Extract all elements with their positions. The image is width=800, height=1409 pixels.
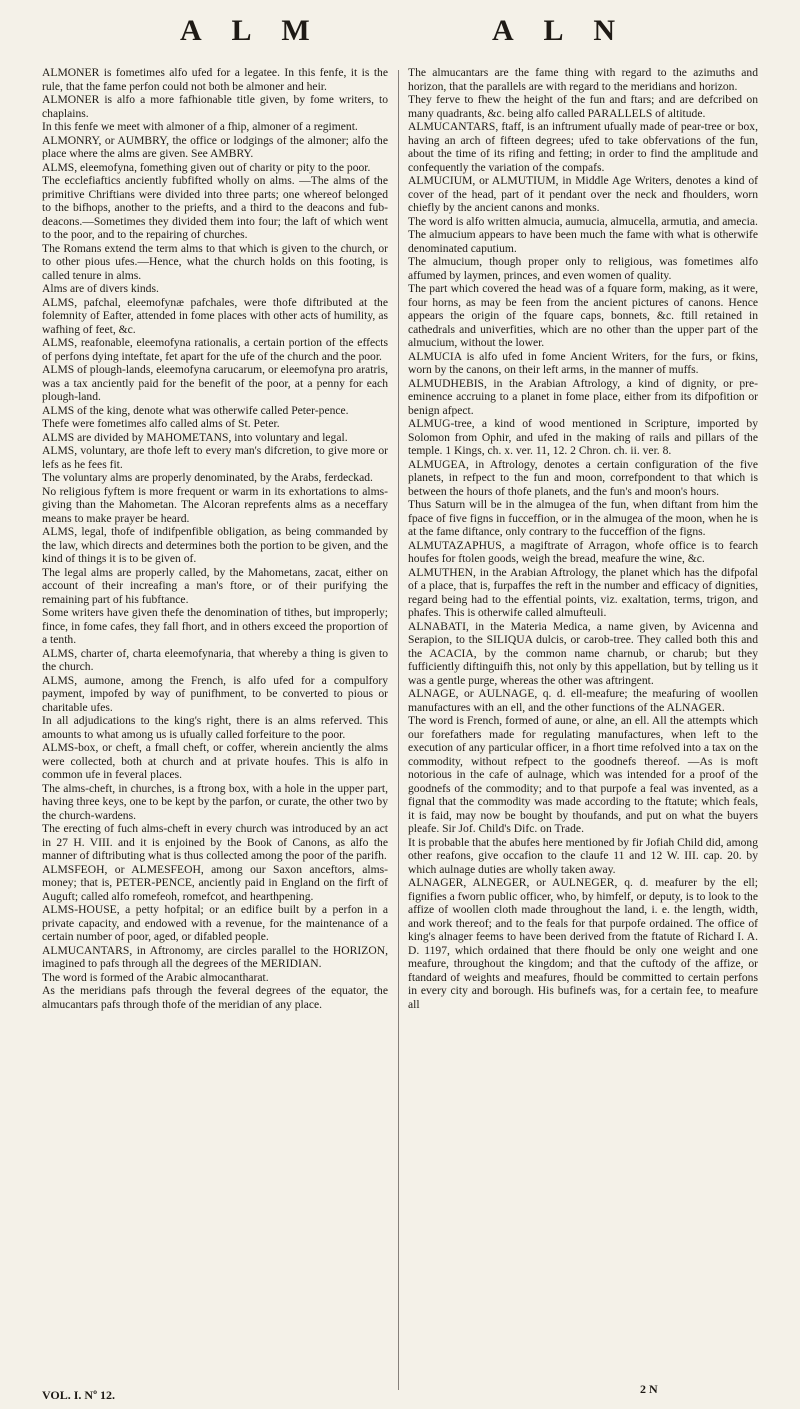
entry: ALMUTHEN, in the Arabian Aftrology, the planet which has the difpofal of a place, that is, furpaffes the reft in the number and efficacy of dignities, regard being had to the effential points, viz. exaltation, terms, trigon, and phafes. This is otherwife called almufteuli. xyxy=(408,565,758,619)
entry: The legal alms are properly called, by the Mahometans, zacat, either on account of their increafing a man's ftore, or of their purifying the remaining part of his fubftance. xyxy=(42,565,388,606)
entry: ALMS, aumone, among the French, is alfo ufed for a compulfory payment, impofed by way of punifhment, to be converted to pious or charitable ufes. xyxy=(42,673,388,714)
entry: ALMS-HOUSE, a petty hofpital; or an edifice built by a perfon in a private capacity, and endowed with a revenue, for the maintenance of a certain number of poor, aged, or difabled people. xyxy=(42,903,388,943)
entry: ALMS, pafchal, eleemofynæ pafchales, were thofe diftributed at the folemnity of Eafter, attended in fome places with other acts of humility, as wafhing of feet, &c. xyxy=(42,295,388,336)
entry: ALMUCANTARS, ftaff, is an inftrument ufually made of pear-tree or box, having an arch of fifteen degrees; ufed to take obfervations of the fun, about the time of its rifing and fetting; in order to find the amplitude and confequently the variation of the compafs. xyxy=(408,120,758,174)
entry: ALMUCIUM, or ALMUTIUM, in Middle Age Writers, denotes a kind of cover of the head, part of it pendant over the neck and fhoulders, worn chiefly by the ancient canons and monks. xyxy=(408,174,758,214)
entry: It is probable that the abufes here mentioned by fir Jofiah Child did, among other reafons, give occafion to the claufe 11 and 12 W. III. cap. 20. by which aulnage duties are wholly taken away. xyxy=(408,835,758,876)
entry: The almucium, though proper only to religious, was fometimes alfo affumed by laymen, princes, and even women of quality. xyxy=(408,255,758,282)
entry: The Romans extend the term alms to that which is given to the church, or to other pious ufes.—Hence, what the church holds on this footing, is called tenure in alms. xyxy=(42,241,388,282)
entry: As the meridians pafs through the feveral degrees of the equator, the almucantars pafs through thofe of the meridian of any place. xyxy=(42,984,388,1011)
entry: ALMONER is alfo a more fafhionable title given, by fome writers, to chaplains. xyxy=(42,93,388,120)
entry: ALNAGE, or AULNAGE, q. d. ell-meafure; the meafuring of woollen manufactures with an ell, and the other functions of the ALNAGER. xyxy=(408,687,758,714)
left-column xyxy=(42,66,388,1396)
entry: The ecclefiaftics anciently fubfifted wholly on alms. —The alms of the primitive Chriftians were divided into three parts; one whereof belonged to the bifhops, another to the priefts, and a third to the deacons and fub-deacons.—Sometimes they divided them into four; the laft of which went to the poor, and to the repairing of churches. xyxy=(42,174,388,241)
entry: ALMS-box, or cheft, a fmall cheft, or coffer, wherein anciently the alms were collected, both at church and at private houfes. This is alfo in common ufe in feveral places. xyxy=(42,741,388,781)
entry: The erecting of fuch alms-cheft in every church was introduced by an act in 27 H. VIII. and it is enjoined by the Book of Canons, as alfo the manner of diftributing what is thus collected among the poor of the parifh. xyxy=(42,822,388,862)
entry: ALMSFEOH, or ALMESFEOH, among our Saxon anceftors, alms-money; that is, PETER-PENCE, anciently paid in England on the firft of Auguft; called alfo romefeoh, romefcot, and hearthpening. xyxy=(42,862,388,903)
entry: In this fenfe we meet with almoner of a fhip, almoner of a regiment. xyxy=(42,120,358,133)
entry: ALMUCANTARS, in Aftronomy, are circles parallel to the HORIZON, imagined to pafs through all the degrees of the MERIDIAN. xyxy=(42,943,388,970)
entry: ALMONER is fometimes alfo ufed for a legatee. In this fenfe, it is the rule, that the fame perfon could not both be almoner and heir. xyxy=(42,66,388,93)
entry: The word is alfo written almucia, aumucia, almucella, armutia, and amecia. xyxy=(408,214,758,228)
entry: ALMS of the king, denote what was otherwife called Peter-pence. xyxy=(42,403,349,417)
entry: The part which covered the head was of a fquare form, making, as it were, four horns, as may be feen from the ancient pictures of canons. Hence appears the origin of the fquare caps, bonnets, &c. ftill retained in cathedrals and univerfities, which are no other than the upper part of the almucium, without the lower. xyxy=(408,282,758,349)
running-head-left: A L M xyxy=(180,14,322,47)
entry: Thus Saturn will be in the almugea of the fun, when diftant from him the fpace of five figns in fucceffion, or in the almugea of the moon, when he is at the fame diftance, only contrary to the fucceffion of the figns. xyxy=(408,498,758,538)
entry: ALMUCIA is alfo ufed in fome Ancient Writers, for the furs, or fkins, worn by the canons, on their left arms, in the manner of muffs. xyxy=(408,349,758,376)
entry: ALMS are divided by MAHOMETANS, into voluntary and legal. xyxy=(42,430,348,444)
entry: ALMUGEA, in Aftrology, denotes a certain configuration of the five planets, in refpect to the fun and moon, correfpondent to that which is between the hours of thofe planets, and the fun's and moon's hours. xyxy=(408,457,758,498)
entry: The voluntary alms are properly denominated, by the Arabs, ferdeckad. xyxy=(42,471,373,484)
entry: ALMUG-tree, a kind of wood mentioned in Scripture, imported by Solomon from Ophir, and ufed in the making of rails and pillars of the temple. 1 Kings, ch. x. ver. 11, 12. 2 Chron. ch. ii. ver. 8. xyxy=(408,417,758,457)
entry: The word is French, formed of aune, or alne, an ell. All the attempts which our forefathers made for regulating manufactures, when left to the execution of any particular officer, in a fhort time refolved into a tax on the commodity, without refpect to the goodnefs thereof. —As is moft notorious in the cafe of aulnage, which was intended for a proof of the goodnefs of the commodity; and to that purpofe a feal was invented, as a fignal that the commodity was made according to the ftatute; which feals, it is faid, may now be bought by thoufands, and put on what the buyers pleafe. Sir Jof. Child's Difc. on Trade. xyxy=(408,714,758,835)
entry: ALMS, charter of, charta eleemofynaria, that whereby a thing is given to the church. xyxy=(42,646,388,673)
entry: ALMS of plough-lands, eleemofyna carucarum, or eleemofyna pro aratris, was a tax anciently paid for the benefit of the poor, at a penny for each plough-land. xyxy=(42,363,388,403)
entry: ALMS, legal, thofe of indifpenfible obligation, as being commanded by the law, which directs and determines both the portion to be given, and the kind of things it is to be given of. xyxy=(42,525,388,565)
running-head-right: A L N xyxy=(492,14,628,47)
entry: The word is formed of the Arabic almocantharat. xyxy=(42,970,269,984)
column-divider xyxy=(398,70,399,1390)
entry: The almucium appears to have been much the fame with what is otherwife denominated caputium. xyxy=(408,228,758,255)
entry: Thefe were fometimes alfo called alms of St. Peter. xyxy=(42,417,280,430)
entry: In all adjudications to the king's right, there is an alms referved. This amounts to what among us is ufually called forfeiture to the poor. xyxy=(42,714,388,741)
signature-mark: 2 N xyxy=(640,1382,658,1396)
entry: ALNAGER, ALNEGER, or AULNEGER, q. d. meafurer by the ell; fignifies a fworn public officer, who, by himfelf, or deputy, is to look to the affize of woollen cloth made throughout the land, i. e. the length, width, and work thereof; and to the feals for that purpofe ordained. The office of king's alnager feems to have been derived from the ftatute of Richard I. A. D. 1197, which ordained that there fhould be only one weight and one meafure, throughout the kingdom; and that the cuftody of the affize, or ftandard of weights and meafures, fhould be committed to certain perfons in every city and borough. His bufinefs was, for a certain fee, to meafure all xyxy=(408,876,758,1011)
entry: They ferve to fhew the height of the fun and ftars; and are defcribed on many quadrants, &c. being alfo called PARALLELS of altitude. xyxy=(408,93,758,120)
entry: The almucantars are the fame thing with regard to the azimuths and horizon, that the parallels are with regard to the meridians and horizon. xyxy=(408,66,758,93)
entry: The alms-cheft, in churches, is a ftrong box, with a hole in the upper part, having three keys, one to be kept by the parfon, or curate, the other two by the church-wardens. xyxy=(42,781,388,822)
entry: No religious fyftem is more frequent or warm in its exhortations to alms-giving than the Mahometan. The Alcoran reprefents alms as a neceffary means to make prayer be heard. xyxy=(42,484,388,525)
right-column xyxy=(408,66,758,1396)
entry: ALMS, eleemofyna, fomething given out of charity or pity to the poor. xyxy=(42,160,371,174)
entry: ALMUTAZAPHUS, a magiftrate of Arragon, whofe office is to fearch houfes for ftolen goods, weigh the bread, meafure the wine, &c. xyxy=(408,538,758,565)
entry: Alms are of divers kinds. xyxy=(42,282,159,295)
entry: ALMUDHEBIS, in the Arabian Aftrology, a kind of dignity, or pre-eminence accruing to a planet in fome place, either from its difpofition or benign afpect. xyxy=(408,376,758,417)
entry: Some writers have given thefe the denomination of tithes, but improperly; fince, in fome cafes, they fall fhort, and in others exceed the proportion of a tenth. xyxy=(42,606,388,646)
volume-number: VOL. I. Nº 12. xyxy=(42,1388,116,1402)
entry: ALMS, reafonable, eleemofyna rationalis, a certain portion of the effects of perfons dying inteftate, fet apart for the ufe of the church and the poor. xyxy=(42,336,388,363)
entry: ALMONRY, or AUMBRY, the office or lodgings of the almoner; alfo the place where the alms are given. See AMBRY. xyxy=(42,133,388,160)
entry: ALMS, voluntary, are thofe left to every man's difcretion, to give more or lefs as he fees fit. xyxy=(42,444,388,471)
entry: ALNABATI, in the Materia Medica, a name given, by Avicenna and Serapion, to the SILIQUA dulcis, or carob-tree. They called both this and the ACACIA, by the common name charnub, or charub; but they fufficiently diftinguifh this, not only by this appellation, but by telling us it was a gentle purge, whereas the other was aftringent. xyxy=(408,619,758,687)
